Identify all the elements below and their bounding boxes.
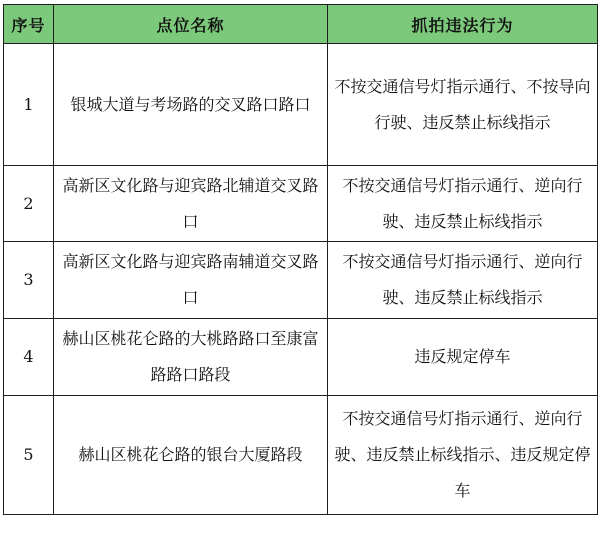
table-row [4, 166, 598, 242]
violation-text: 不按交通信号灯指示通行、逆向行驶、违反禁止标线指示 [342, 175, 583, 231]
location-text: 银城大道与考场路的交叉路口路口 [70, 94, 311, 114]
row-number: 2 [4, 166, 54, 242]
row-number: 3 [4, 242, 54, 319]
location-cell [54, 166, 328, 242]
location-text: 赫山区桃花仑路的大桃路路口至康富路路口路段 [62, 329, 319, 384]
table-row [4, 242, 598, 319]
location-text: 高新区文化路与迎宾路南辅道交叉路口 [62, 252, 319, 307]
table-header-row [4, 5, 598, 44]
table-row [4, 44, 598, 166]
violation-cell [328, 242, 598, 319]
violation-text: 违反规定停车 [414, 347, 511, 366]
violation-text: 不按交通信号灯指示通行、不按导向行驶、违反禁止标线指示 [334, 76, 591, 132]
row-number: 1 [4, 44, 54, 166]
row-number: 4 [4, 319, 54, 396]
violation-text: 不按交通信号灯指示通行、逆向行驶、违反禁止标线指示、违反规定停车 [334, 409, 591, 500]
location-cell [54, 396, 328, 515]
location-cell [54, 319, 328, 396]
location-cell [54, 242, 328, 319]
table-row [4, 396, 598, 515]
violation-text: 不按交通信号灯指示通行、逆向行驶、违反禁止标线指示 [342, 252, 583, 307]
header-violation: 抓拍违法行为 [328, 5, 598, 44]
violation-camera-table [3, 4, 598, 515]
table-row [4, 319, 598, 396]
violation-cell [328, 166, 598, 242]
location-text: 高新区文化路与迎宾路北辅道交叉路口 [62, 175, 319, 231]
location-cell [54, 44, 328, 166]
row-number: 5 [4, 396, 54, 515]
violation-cell [328, 396, 598, 515]
header-no: 序号 [4, 5, 54, 44]
location-text: 赫山区桃花仑路的银台大厦路段 [78, 445, 303, 464]
header-location: 点位名称 [54, 5, 328, 44]
violation-cell [328, 44, 598, 166]
violation-cell [328, 319, 598, 396]
